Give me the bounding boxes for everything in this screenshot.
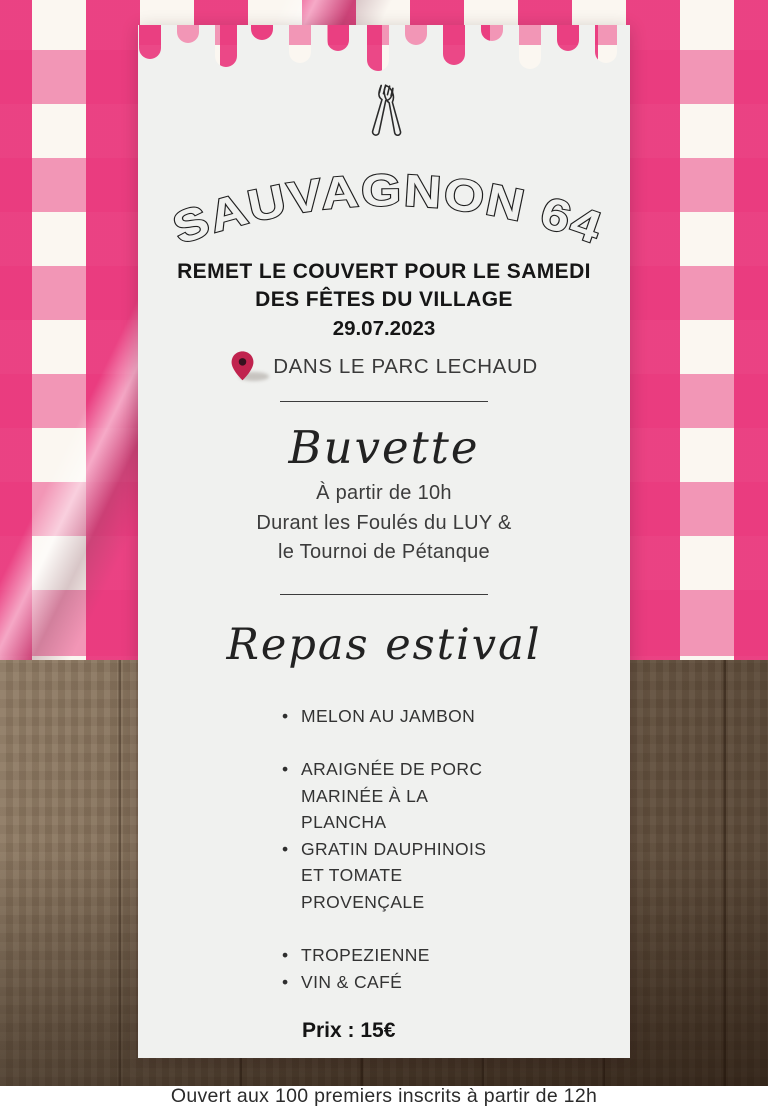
buvette-heading: Buvette xyxy=(288,421,480,474)
buvette-line2: Durant les Foulés du LUY & xyxy=(256,511,512,534)
menu-item: • TROPEZIENNE xyxy=(301,942,513,969)
price-label: Prix : 15€ xyxy=(302,1019,396,1042)
buvette-line1: À partir de 10h xyxy=(316,482,452,504)
menu-item: • VIN & CAFÉ xyxy=(301,969,513,996)
divider-top xyxy=(280,401,488,402)
poster-title xyxy=(138,160,638,252)
buvette-info xyxy=(138,479,630,568)
location-row xyxy=(138,349,630,385)
event-date: 29.07.2023 xyxy=(332,317,436,340)
menu-paper xyxy=(138,25,630,1107)
divider-middle xyxy=(280,594,488,595)
location-label: DANS LE PARC LECHAUD xyxy=(273,355,538,378)
map-pin-icon xyxy=(230,350,260,384)
menu-item: • GRATIN DAUPHINOIS ET TOMATE PROVENÇALE xyxy=(301,836,513,916)
headline-line2: DES FÊTES DU VILLAGE xyxy=(255,288,513,311)
buvette-line3: le Tournoi de Pétanque xyxy=(278,541,490,563)
poster-title-text: SAUVAGNON 64 xyxy=(167,166,606,252)
headline-line1: REMET LE COUVERT POUR LE SAMEDI xyxy=(177,260,591,283)
footer-note: Ouvert aux 100 premiers inscrits à partir de 12h xyxy=(170,1085,598,1107)
menu-list xyxy=(138,703,630,996)
svg-text:SAUVAGNON 64 xyxy=(167,166,609,252)
menu-item: • MELON AU JAMBON xyxy=(301,703,513,730)
torn-paper-edge xyxy=(138,25,630,105)
repas-heading: Repas estival xyxy=(226,619,542,670)
menu-item: • ARAIGNÉE DE PORC MARINÉE À LA PLANCHA xyxy=(301,756,513,836)
